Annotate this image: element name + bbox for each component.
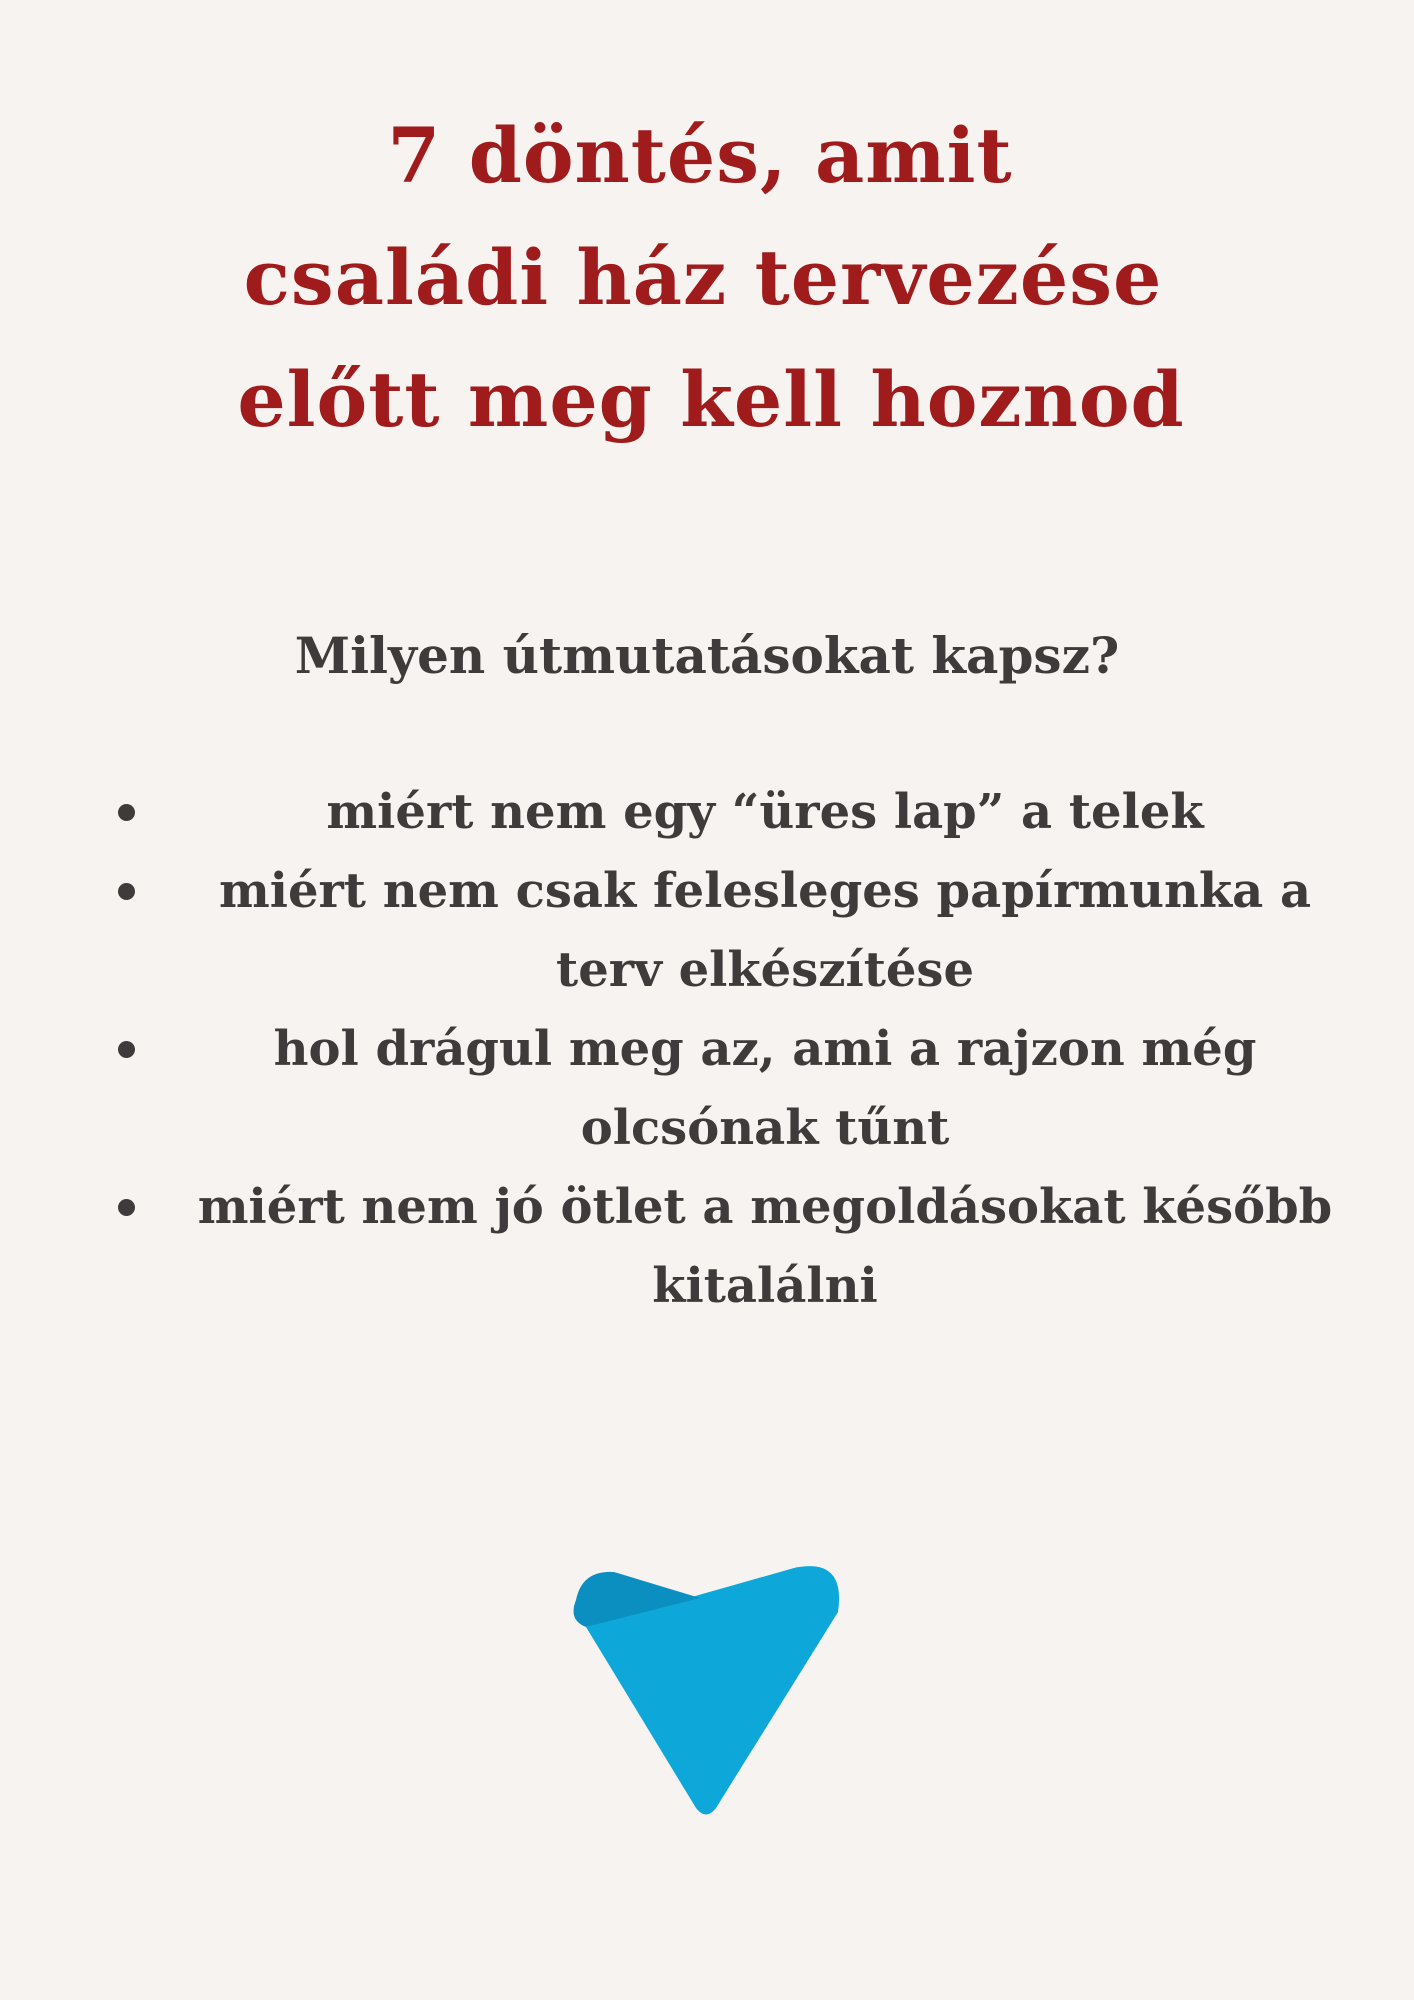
list-item [110, 1168, 1350, 1326]
subtitle: Milyen útmutatásokat kapsz? [294, 626, 1120, 685]
list-item-text: miért nem csak felesleges papírmunka a terv elkészítése [218, 863, 1312, 998]
bullet-list [110, 773, 1350, 1326]
list-item [110, 1010, 1350, 1168]
blue-triangle-logo-icon [566, 1565, 846, 1815]
list-item [110, 773, 1350, 852]
list-item-text: miért nem egy “üres lap” a telek [326, 784, 1204, 840]
document-title [0, 95, 1414, 461]
list-item-text: hol drágul meg az, ami a rajzon még olcsónak tűnt [273, 1021, 1257, 1156]
title-line-1: 7 döntés, amit [387, 111, 1013, 200]
title-line-3: előtt meg kell hoznod [237, 355, 1185, 444]
list-item [110, 852, 1350, 1010]
title-line-2: családi ház tervezése [243, 233, 1163, 322]
list-item-text: miért nem jó ötlet a megoldásokat később kitalálni [197, 1179, 1333, 1314]
bullet-dot-icon [118, 1041, 135, 1058]
bullet-dot-icon [118, 883, 135, 900]
bullet-dot-icon [118, 804, 135, 821]
bullet-dot-icon [118, 1199, 135, 1216]
